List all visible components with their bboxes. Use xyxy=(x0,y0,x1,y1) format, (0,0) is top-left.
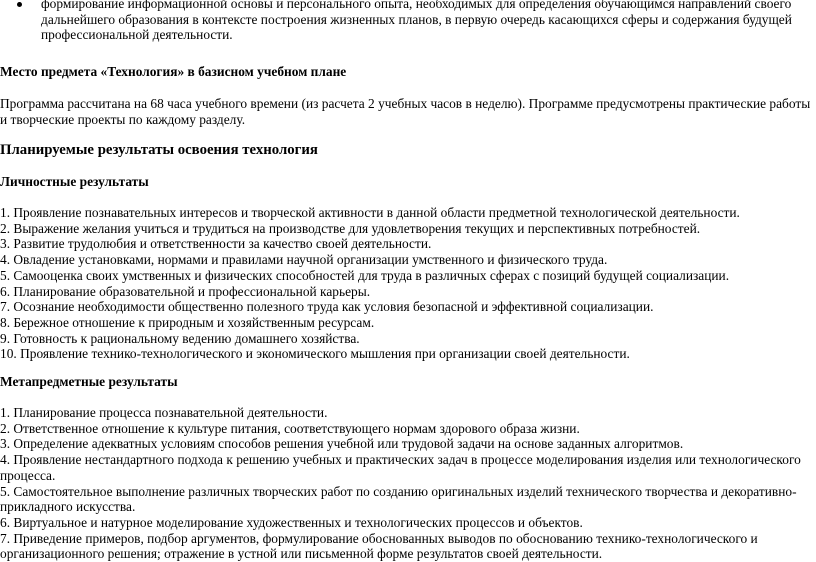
bullet-marker xyxy=(17,2,22,7)
list-item: 3. Определение адекватных условиям способов решения учебной или трудовой задачи на основе заданных алгоритмов. xyxy=(0,436,684,452)
intro-bullet-text: формирование информационной основы и персонального опыта, необходимых для определения обучающимся направлений своего дальнейшего образования в контексте построения жизненных планов, в первую очередь касающихся сферы и содержания будущей профессиональной деятельности. xyxy=(41,0,792,43)
list-item: 8. Бережное отношение к природным и хозяйственным ресурсам. xyxy=(0,314,375,330)
meta-heading: Метапредметные результаты xyxy=(0,374,178,389)
personal-heading: Личностные результаты xyxy=(0,174,149,189)
list-item: 7. Приведение примеров, подбор аргументов, формулирование обоснованных выводов по обоснованию технико-технологического и организационного решения; отражение в устной или письменной форме результатов своей деятельности. xyxy=(0,530,758,562)
list-item: 9. Готовность к рациональному ведению домашнего хозяйства. xyxy=(0,330,360,346)
results-heading: Планируемые результаты освоения технология xyxy=(0,142,318,158)
list-item: 5. Самооценка своих умственных и физических способностей для труда в различных сферах с позиций будущей социализации. xyxy=(0,267,730,283)
list-item: 5. Самостоятельное выполнение различных творческих работ по созданию оригинальных изделий технического творчества и декоративно-прикладного искусства. xyxy=(0,483,797,515)
meta-results-list xyxy=(0,405,812,562)
list-item: 4. Овладение установками, нормами и правилами научной организации умственного и физического труда. xyxy=(0,252,608,268)
list-item: 2. Ответственное отношение к культуре питания, соответствующего нормам здорового образа жизни. xyxy=(0,420,580,436)
list-item: 6. Планирование образовательной и профессиональной карьеры. xyxy=(0,283,371,299)
list-item: 7. Осознание необходимости общественно полезного труда как условия безопасной и эффективной социализации. xyxy=(0,299,654,315)
list-item: 1. Проявление познавательных интересов и творческой активности в данной области предметной технологической деятельности. xyxy=(0,205,740,220)
list-item: 3. Развитие трудолюбия и ответственности за качество своей деятельности. xyxy=(0,236,432,252)
list-item: 6. Виртуальное и натурное моделирование художественных и технологических процессов и объектов. xyxy=(0,514,583,530)
personal-results-list xyxy=(0,205,812,362)
list-item: 2. Выражение желания учиться и трудиться на производстве для удовлетворения текущих и перспективных потребностей. xyxy=(0,220,701,236)
list-item: 1. Планирование процесса познавательной деятельности. xyxy=(0,405,328,420)
list-item: 10. Проявление технико-технологического и экономического мышления при организации своей деятельности. xyxy=(0,346,630,362)
list-item: 4. Проявление нестандартного подхода к решению учебных и практических задач в процессе моделирования изделия или технологического процесса. xyxy=(0,452,801,483)
place-text: Программа рассчитана на 68 часа учебного времени (из расчета 2 учебных часов в неделю). Программе предусмотрены практические работы и творческие проекты по каждому разделу. xyxy=(0,96,811,127)
place-heading: Место предмета «Технология» в базисном учебном плане xyxy=(0,64,347,79)
